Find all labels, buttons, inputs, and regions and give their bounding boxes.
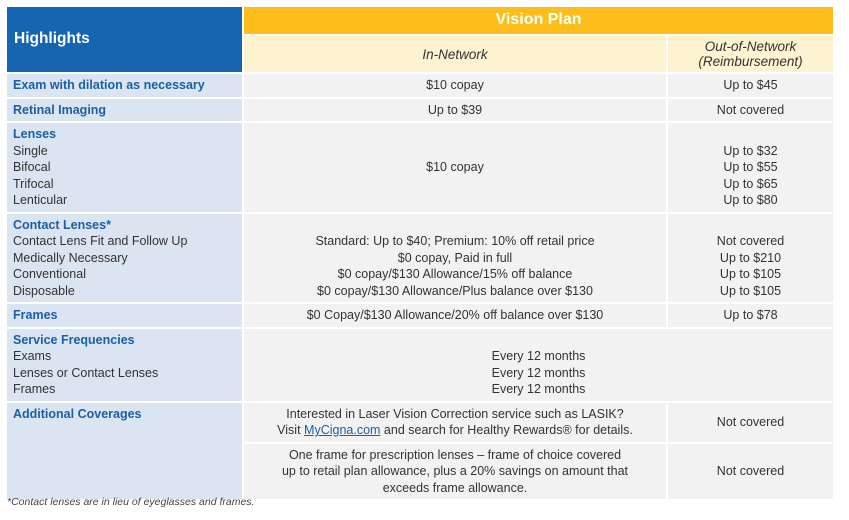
- frames-out-network: Up to $78: [667, 303, 833, 328]
- contacts-in-network: [243, 213, 667, 304]
- benefits-table: [7, 7, 833, 501]
- retinal-in-network: Up to $39: [243, 98, 667, 123]
- out-network-header: [667, 35, 833, 73]
- service-label: Service Frequencies: [13, 332, 135, 347]
- lasik-out-network: Not covered: [667, 402, 833, 443]
- lasik-visit-text: Visit MyCigna.com and search for Healthy Rewards® for details.: [277, 423, 633, 437]
- list-item: Conventional: [13, 267, 86, 281]
- list-item: Medically Necessary: [13, 250, 128, 265]
- list-item: Disposable: [13, 283, 75, 298]
- list-item: Every 12 months: [491, 365, 586, 380]
- in-network-header: In-Network: [243, 35, 667, 73]
- lenses-in-network: $10 copay: [243, 122, 667, 213]
- table-row-contacts: [7, 213, 833, 304]
- lasik-in-network: [243, 402, 667, 443]
- list-item: Not covered: [716, 234, 785, 248]
- table-row-lenses: [7, 122, 833, 213]
- table-row-frames: [7, 303, 833, 328]
- list-item: Lenses or Contact Lenses: [13, 365, 159, 380]
- reimbursement-label: (Reimbursement): [698, 54, 803, 69]
- list-item: Up to $210: [719, 250, 782, 265]
- out-network-label: Out-of-Network: [704, 39, 797, 54]
- list-item: up to retail plan allowance, plus a 20% savings on amount that: [281, 464, 629, 478]
- list-item: $0 copay/$130 Allowance/Plus balance over $130: [317, 283, 593, 298]
- list-item: Lenticular: [13, 193, 68, 207]
- service-labels: [7, 328, 243, 402]
- additional-label: Additional Coverages: [7, 402, 243, 501]
- frames-in-network: $0 Copay/$130 Allowance/20% off balance over $130: [243, 303, 667, 328]
- list-item: One frame for prescription lenses – frame of choice covered: [288, 447, 622, 462]
- list-item: Up to $105: [719, 267, 782, 281]
- retinal-out-network: Not covered: [667, 98, 833, 123]
- list-item: exceeds frame allowance.: [382, 480, 528, 495]
- exam-label: Exam with dilation as necessary: [7, 73, 243, 98]
- lasik-text: Interested in Laser Vision Correction service such as LASIK?: [286, 406, 624, 421]
- list-item: Exams: [13, 349, 52, 363]
- list-item: Every 12 months: [491, 382, 586, 396]
- table-row-exam: [7, 73, 833, 98]
- contacts-label: Contact Lenses*: [13, 217, 111, 232]
- exam-in-network: $10 copay: [243, 73, 667, 98]
- footnote: *Contact lenses are in lieu of eyeglasses and frames.: [7, 496, 255, 508]
- frame-benefit-in-network: [243, 443, 667, 501]
- list-item: Up to $55: [723, 160, 778, 174]
- table-row-retinal: [7, 98, 833, 123]
- list-item: Up to $80: [723, 193, 778, 207]
- frame-benefit-out-network: Not covered: [667, 443, 833, 501]
- list-item: Every 12 months: [491, 349, 586, 363]
- list-item: Up to $65: [723, 176, 778, 191]
- retinal-label: Retinal Imaging: [7, 98, 243, 123]
- exam-out-network: Up to $45: [667, 73, 833, 98]
- list-item: $0 copay, Paid in full: [397, 250, 513, 265]
- service-values: [243, 328, 833, 402]
- lenses-label: Lenses: [13, 127, 57, 141]
- contacts-labels: [7, 213, 243, 304]
- table-row-service: [7, 328, 833, 402]
- lenses-labels: [7, 122, 243, 213]
- list-item: Up to $105: [719, 283, 782, 298]
- vision-plan-header: Vision Plan: [243, 7, 833, 35]
- list-item: Trifocal: [13, 176, 54, 191]
- list-item: Contact Lens Fit and Follow Up: [13, 234, 188, 248]
- contacts-out-network: [667, 213, 833, 304]
- list-item: Standard: Up to $40; Premium: 10% off retail price: [315, 234, 595, 248]
- highlights-header: Highlights: [7, 7, 243, 73]
- frames-label: Frames: [7, 303, 243, 328]
- list-item: Frames: [13, 382, 56, 396]
- mycigna-link[interactable]: MyCigna.com: [304, 423, 381, 437]
- list-item: Up to $32: [723, 143, 778, 158]
- lenses-out-network: [667, 122, 833, 213]
- list-item: Bifocal: [13, 160, 51, 174]
- list-item: Single: [13, 143, 48, 158]
- list-item: $0 copay/$130 Allowance/15% off balance: [337, 267, 573, 281]
- table-row-lasik: [7, 402, 833, 443]
